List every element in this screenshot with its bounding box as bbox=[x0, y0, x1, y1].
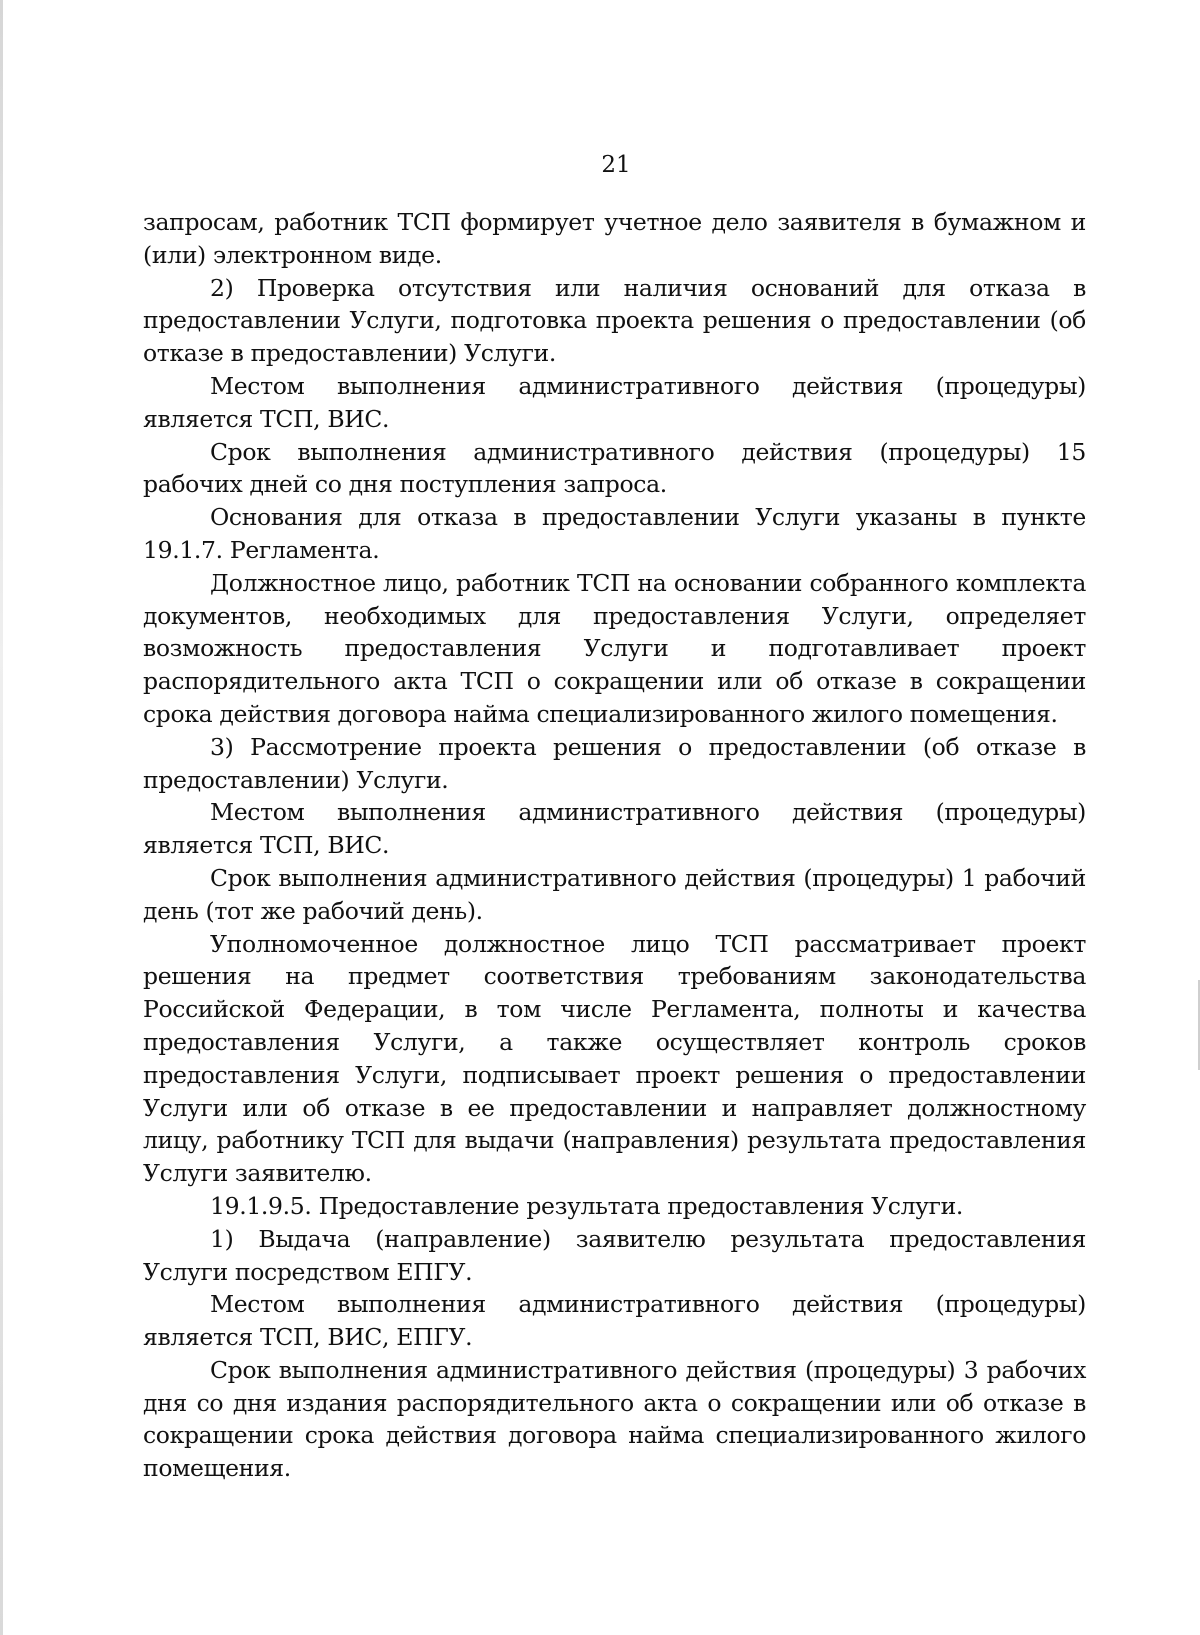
paragraph: 2) Проверка отсутствия или наличия оснований для отказа в предоставлении Услуги, подготовка проекта решения о предоставлении (об отказе в предоставлении) Услуги. bbox=[143, 273, 1086, 368]
paragraph: Уполномоченное должностное лицо ТСП рассматривает проект решения на предмет соответствия требованиям законодательства Российской Федерации, в том числе Регламента, полноты и качества предоставления Услуги, а также осуществляет контроль сроков предоставления Услуги, подписывает проект решения о предоставлении Услуги или об отказе в ее предоставлении и направляет должностному лицу, работнику ТСП для выдачи (направления) результата предоставления Услуги заявителю. bbox=[143, 929, 1086, 1188]
paragraph: Основания для отказа в предоставлении Услуги указаны в пункте 19.1.7. Регламента. bbox=[143, 503, 1086, 564]
paragraph: Срок выполнения административного действия (процедуры) 3 рабочих дня со дня издания распорядительного акта о сокращении или об отказе в сокращении срока действия договора найма специализированного жилого помещения. bbox=[143, 1355, 1086, 1483]
paragraph: Срок выполнения административного действия (процедуры) 1 рабочий день (тот же рабочий день). bbox=[143, 863, 1086, 925]
paragraph: Местом выполнения административного действия (процедуры) является ТСП, ВИС. bbox=[143, 371, 1086, 433]
paragraph: Местом выполнения административного действия (процедуры) является ТСП, ВИС. bbox=[143, 798, 1086, 860]
paragraph: 1) Выдача (направление) заявителю результата предоставления Услуги посредством ЕПГУ. bbox=[143, 1224, 1086, 1286]
document-body bbox=[143, 206, 1086, 1485]
paragraph: Должностное лицо, работник ТСП на основании собранного комплекта документов, необходимых для предоставления Услуги, определяет возможность предоставления Услуги и подготавливает проект распорядительного акта ТСП о сокращении или об отказе в сокращении срока действия договора найма специализированного жилого помещения. bbox=[143, 568, 1086, 728]
scan-edge-left bbox=[0, 0, 3, 1635]
paragraph: 3) Рассмотрение проекта решения о предоставлении (об отказе в предоставлении) Услуги. bbox=[143, 732, 1086, 794]
section-heading: 19.1.9.5. Предоставление результата предоставления Услуги. bbox=[210, 1191, 964, 1220]
paragraph: Местом выполнения административного действия (процедуры) является ТСП, ВИС, ЕПГУ. bbox=[143, 1290, 1086, 1352]
paragraph-continuation: запросам, работник ТСП формирует учетное дело заявителя в бумажном и (или) электронном виде. bbox=[143, 208, 1086, 269]
page-number: 21 bbox=[601, 152, 631, 178]
paragraph: Срок выполнения административного действия (процедуры) 15 рабочих дней со дня поступления запроса. bbox=[143, 437, 1086, 499]
